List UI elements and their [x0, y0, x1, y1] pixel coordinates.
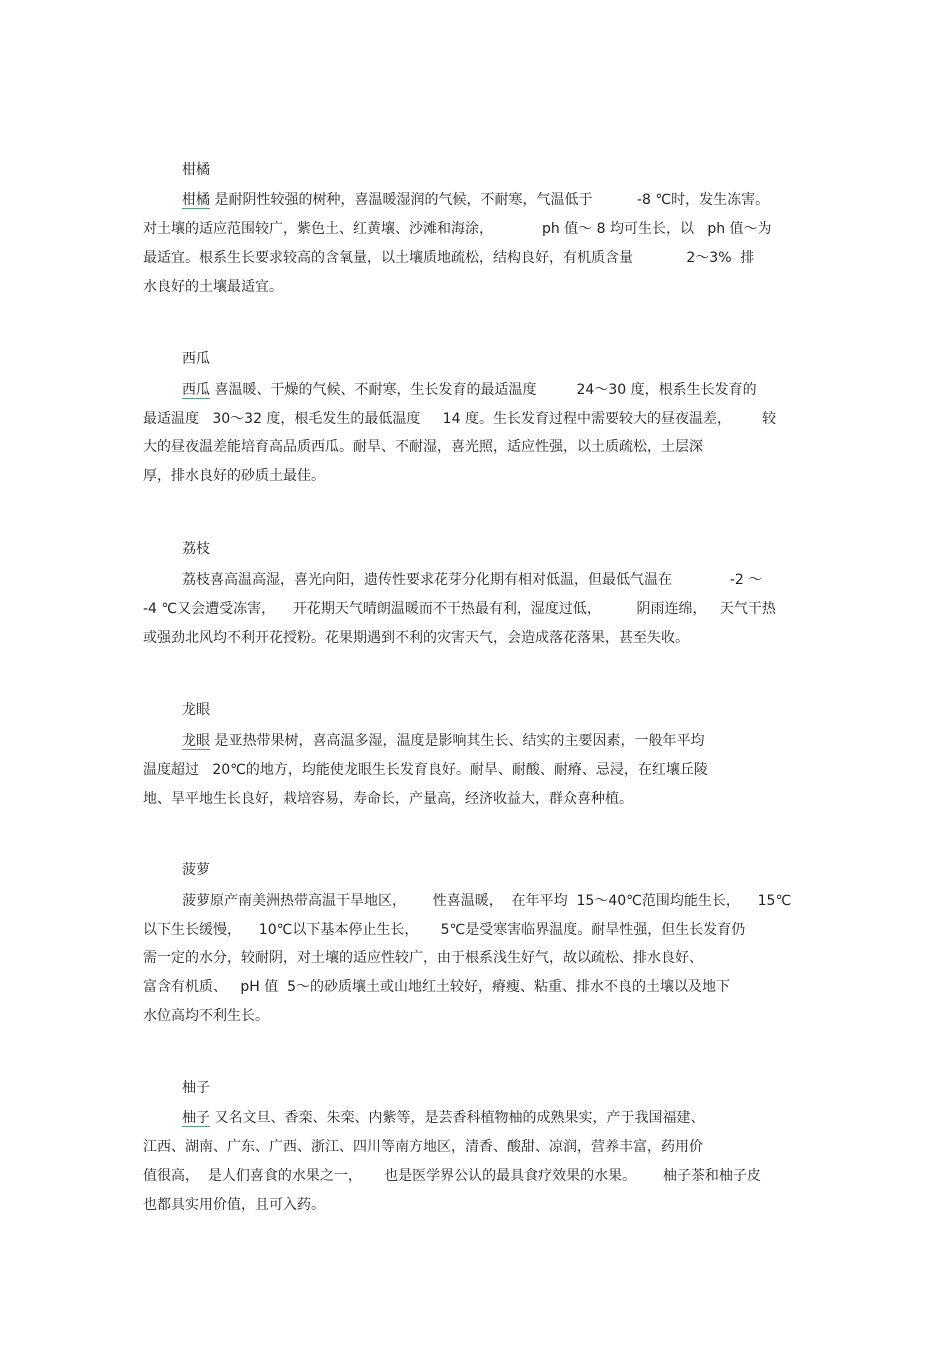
paragraph-line: 需一定的水分，较耐阴，对土壤的适应性较广，由于根系浅生好气，故以疏松、排水良好、 — [143, 950, 703, 966]
section-title: 柚子 — [182, 1080, 210, 1096]
paragraph-line: 江西、湖南、广东、广西、浙江、四川等南方地区，清香、酸甜、凉润，营养丰富，药用价 — [143, 1139, 703, 1155]
paragraph-line: 水位高均不利生长。 — [143, 1008, 269, 1024]
paragraph-line: 地、旱平地生长良好，栽培容易，寿命长，产量高，经济收益大，群众喜种植。 — [143, 791, 633, 807]
paragraph-line: 大的昼夜温差能培育高品质西瓜。耐旱、不耐湿，喜光照，适应性强，以土质疏松，土层深 — [143, 439, 703, 455]
section-title: 柑橘 — [182, 162, 210, 178]
paragraph-line: 温度超过 20℃的地方，均能使龙眼生长发育良好。耐旱、耐酸、耐瘠、忌浸，在红壤丘陵 — [143, 762, 708, 778]
paragraph-line: 或强劲北风均不利开花授粉。花果期遇到不利的灾害天气，会造成落花落果，甚至失收。 — [143, 630, 689, 646]
paragraph-line: 以下生长缓慢， 10℃以下基本停止生长， 5℃是受寒害临界温度。耐旱性强，但生长发育仍 — [143, 922, 746, 938]
section-title: 荔枝 — [182, 541, 210, 557]
keyword-link: 柚子 — [182, 1110, 210, 1126]
paragraph-line: 荔枝喜高温高湿，喜光向阳，遗传性要求花芽分化期有相对低温，但最低气温在 -2 ～ — [182, 572, 763, 588]
paragraph-line: 龙眼 是亚热带果树，喜高温多湿，温度是影响其生长、结实的主要因素，一般年平均 — [182, 733, 705, 749]
section-title: 龙眼 — [182, 702, 210, 718]
keyword-link: 龙眼 — [182, 733, 210, 749]
paragraph-line: 厚，排水良好的砂质土最佳。 — [143, 468, 325, 484]
paragraph-line: 值很高， 是人们喜食的水果之一， 也是医学界公认的最具食疗效果的水果。 柚子茶和柚子皮 — [143, 1168, 761, 1184]
paragraph-line: 富含有机质、 pH 值 5～的砂质壤土或山地红土较好，瘠瘦、粘重、排水不良的土壤以及地下 — [143, 979, 731, 995]
paragraph-line: 西瓜 喜温暖、干燥的气候、不耐寒，生长发育的最适温度 24～30 度，根系生长发育的 — [182, 382, 757, 398]
paragraph-line: -4 ℃又会遭受冻害， 开花期天气晴朗温暖而不干热最有利，湿度过低， 阴雨连绵， 天气干热 — [143, 601, 776, 617]
keyword-link: 西瓜 — [182, 382, 210, 398]
paragraph-line: 柚子 又名文旦、香栾、朱栾、内紫等，是芸香科植物柚的成熟果实，产于我国福建、 — [182, 1110, 705, 1126]
paragraph-line: 最适宜。根系生长要求较高的含氧量，以土壤质地疏松，结构良好，有机质含量 2～3% 排 — [143, 250, 755, 266]
paragraph-line: 也都具实用价值，且可入药。 — [143, 1197, 325, 1213]
keyword-link: 柑橘 — [182, 192, 210, 208]
section-title: 菠萝 — [182, 862, 210, 878]
paragraph-line: 最适温度 30～32 度，根毛发生的最低温度 14 度。生长发育过程中需要较大的昼夜温差， 较 — [143, 411, 777, 427]
paragraph-line: 柑橘 是耐阴性较强的树种，喜温暖湿润的气候，不耐寒，气温低于 -8 ℃时，发生冻害。 — [182, 192, 770, 208]
paragraph-line: 水良好的土壤最适宜。 — [143, 279, 283, 295]
paragraph-line: 对土壤的适应范围较广，紫色土、红黄壤、沙滩和海涂， ph 值～ 8 均可生长，以 ph 值～为 — [143, 221, 772, 237]
paragraph-line: 菠萝原产南美洲热带高温干旱地区， 性喜温暖， 在年平均 15～40℃范围均能生长， 15℃ — [182, 893, 792, 909]
section-title: 西瓜 — [182, 351, 210, 367]
